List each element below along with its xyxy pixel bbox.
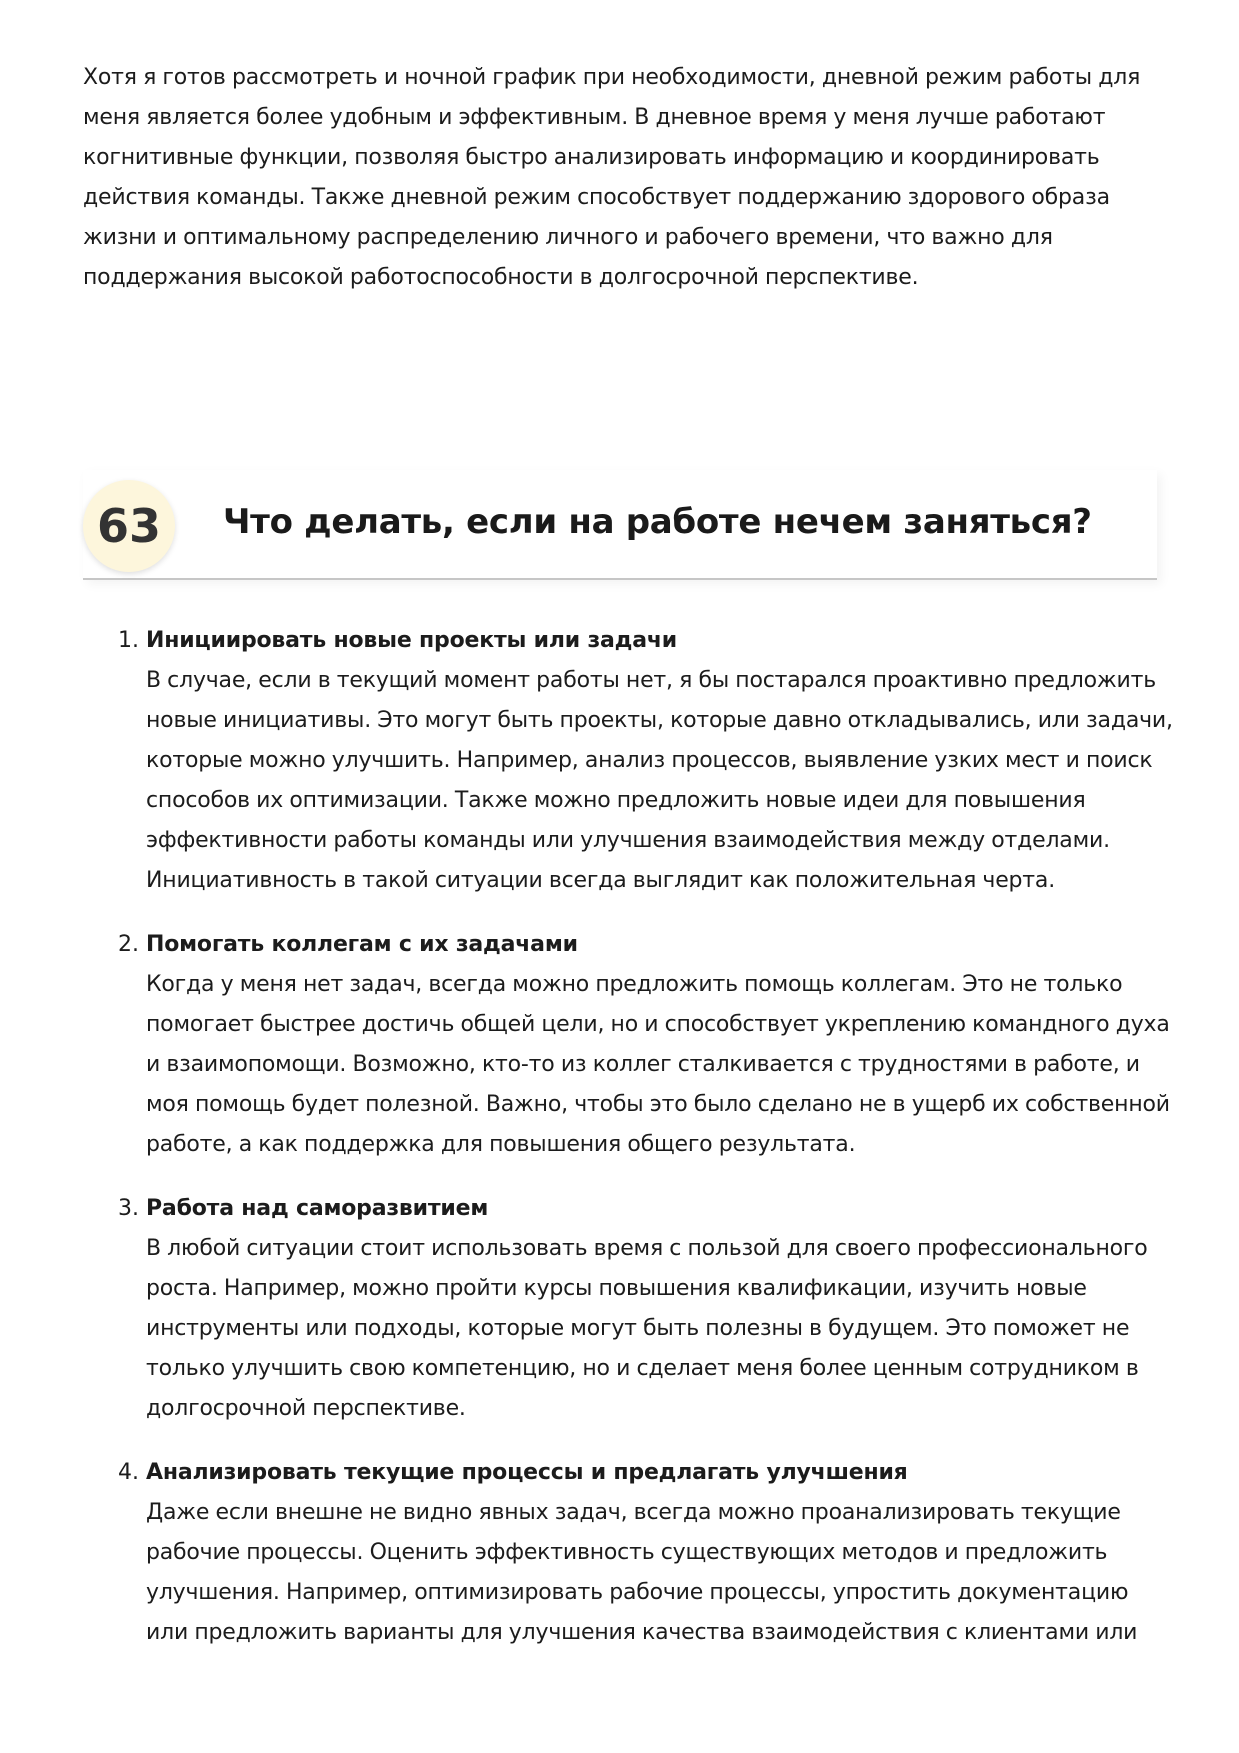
list-item-number: 3. xyxy=(118,1196,139,1221)
list-item-text: В любой ситуации стоит использовать время с пользой для своего профессионального роста. Например, можно пройти курсы повышения квалификации, изучить новые инструменты или подходы, которые могут быть полезны в будущем. Это поможет не только улучшить свою компетенцию, но и сделает меня более ценным сотрудником в долгосрочной перспективе. xyxy=(146,1236,1148,1421)
intro-paragraph: Хотя я готов рассмотреть и ночной график при необходимости, дневной режим работы для меня является более удобным и эффективным. В дневное время у меня лучше работают когнитивные функции, позволяя быстро анализировать информацию и координировать действия команды. Также дневной режим способствует поддержанию здорового образа жизни и оптимальному распределению личного и рабочего времени, что важно для поддержания высокой работоспособности в долгосрочной перспективе. xyxy=(83,65,1141,290)
section-header xyxy=(83,470,1157,580)
list-item-title: Работа над саморазвитием xyxy=(146,1196,489,1221)
list-item-text: В случае, если в текущий момент работы нет, я бы постарался проактивно предложить новые инициативы. Это могут быть проекты, которые давно откладывались, или задачи, которые можно улучшить. Например, анализ процессов, выявление узких мест и поиск способов их оптимизации. Также можно предложить новые идеи для повышения эффективности работы команды или улучшения взаимодействия между отделами. Инициативность в такой ситуации всегда выглядит как положительная черта. xyxy=(146,668,1173,893)
section-title: Что делать, если на работе нечем заняться? xyxy=(223,502,1092,542)
list-item-title: Анализировать текущие процессы и предлагать улучшения xyxy=(146,1460,908,1485)
list-item xyxy=(118,1453,1174,1653)
list-item-title: Помогать коллегам с их задачами xyxy=(146,932,578,957)
list-item xyxy=(118,621,1174,901)
list-item-text: Когда у меня нет задач, всегда можно предложить помощь коллегам. Это не только помогает быстрее достичь общей цели, но и способствует укреплению командного духа и взаимопомощи. Возможно, кто-то из коллег сталкивается с трудностями в работе, и моя помощь будет полезной. Важно, чтобы это было сделано не в ущерб их собственной работе, а как поддержка для повышения общего результата. xyxy=(146,972,1170,1157)
list-item-number: 4. xyxy=(118,1460,139,1485)
list-item-text: Даже если внешне не видно явных задач, всегда можно проанализировать текущие рабочие процессы. Оценить эффективность существующих методов и предложить улучшения. Например, оптимизировать рабочие процессы, упростить документацию или предложить варианты для улучшения качества взаимодействия с клиентами или xyxy=(146,1500,1138,1645)
list-item-title: Инициировать новые проекты или задачи xyxy=(146,628,678,653)
list-item xyxy=(118,925,1174,1165)
section-number-badge: 63 xyxy=(83,480,175,572)
list-item xyxy=(118,1189,1174,1429)
list-item-number: 1. xyxy=(118,628,139,653)
answer-list xyxy=(118,621,1174,1677)
list-item-number: 2. xyxy=(118,932,139,957)
